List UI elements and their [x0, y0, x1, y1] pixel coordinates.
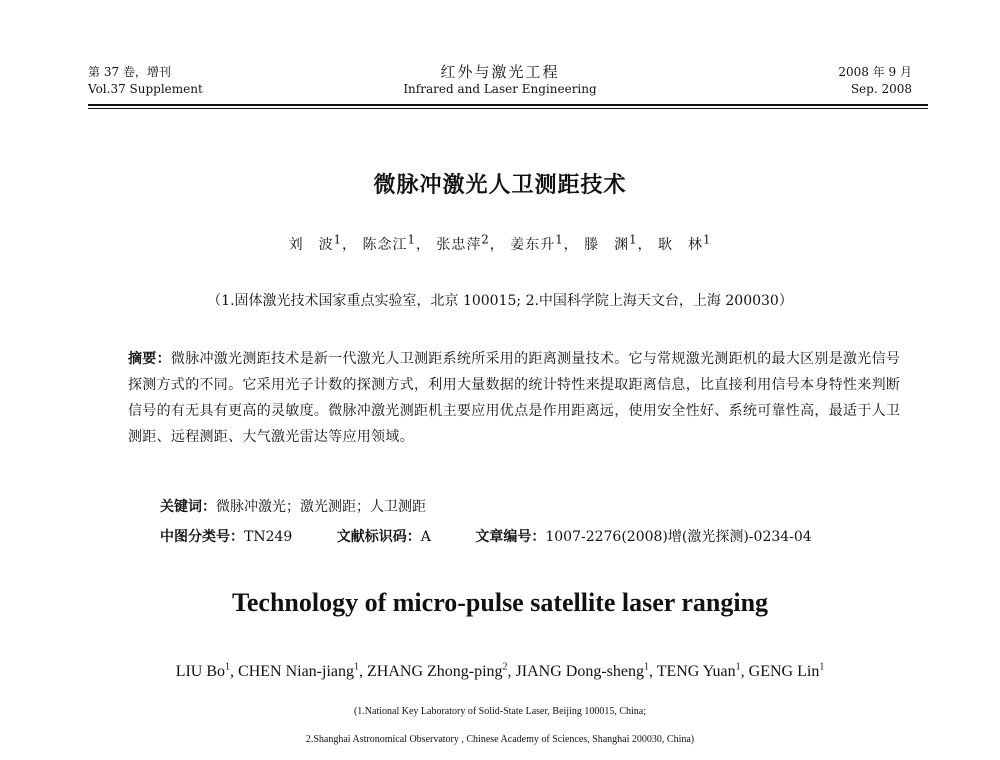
abstract-cn: [128, 346, 904, 450]
author-cn: 刘 波$^1$，: [288, 232, 358, 253]
article-number: 文章编号：1007-2276(2008)增(激光探测)-0234-04: [475, 529, 812, 545]
author-en: TENG Yuan$^1$,: [656, 662, 749, 681]
date-en: Sep. 2008: [850, 82, 912, 96]
keywords-text: 微脉冲激光；激光测距；人卫测距: [216, 499, 426, 515]
author-list-cn: [0, 232, 1000, 254]
affiliation-en-1: (1.National Key Laboratory of Solid-State Laser, Beijing 100015, China;: [353, 706, 647, 717]
author-cn: 陈念江$^1$，: [362, 232, 431, 253]
journal-cn: 红外与激光工程: [440, 63, 560, 81]
affiliation-cn: （1.固体激光技术国家重点实验室，北京 100015; 2.中国科学院上海天文台，上海 200030）: [207, 293, 793, 309]
header-date: [838, 64, 912, 98]
author-en: CHEN Nian-jiang$^1$,: [238, 662, 367, 681]
author-en: ZHANG Zhong-ping$^2$,: [367, 662, 516, 681]
header-rule-thin: [88, 108, 928, 109]
volume-cn: 第 37 卷，增刊: [88, 65, 171, 79]
author-cn: 张忠萍$^2$，: [436, 232, 505, 253]
keywords-cn: [160, 496, 426, 516]
header-rule-thick: [88, 104, 928, 106]
clc-number: 中图分类号：TN249: [160, 529, 293, 545]
paper-title-en: Technology of micro-pulse satellite laser ranging: [231, 588, 769, 617]
author-en: LIU Bo$^1$,: [175, 662, 239, 681]
journal-en: Infrared and Laser Engineering: [403, 82, 597, 96]
document-code: 文献标识码：A: [336, 529, 431, 545]
abstract-text: 微脉冲激光测距技术是新一代激光人卫测距系统所采用的距离测量技术。它与常规激光测距机的最大区别是激光信号探测方式的不同。它采用光子计数的探测方式，利用大量数据的统计特性来提取距离信息，比直接利用信号本身特性来判断信号的有无具有更高的灵敏度。微脉冲激光测距机主要应用优点是作用距离远，使用安全性好、系统可靠性高，最适于人卫测距、远程测距、大气激光雷达等应用领域。: [128, 351, 901, 445]
author-list-en: [0, 662, 1000, 681]
date-cn: 2008 年 9 月: [838, 65, 912, 79]
author-en: GENG Lin$^1$: [748, 662, 825, 681]
paper-title-cn: 微脉冲激光人卫测距技术: [373, 173, 627, 198]
author-cn: 耿 林$^1$: [657, 232, 712, 253]
author-cn: 滕 渊$^1$，: [584, 232, 653, 253]
keywords-label: 关键词：: [160, 499, 216, 515]
volume-en: Vol.37 Supplement: [88, 82, 203, 96]
affiliation-en-2: 2.Shanghai Astronomical Observatory , Chinese Academy of Sciences, Shanghai 200030, China): [305, 734, 695, 745]
classification-line: [160, 526, 900, 546]
author-cn: 姜东升$^1$，: [510, 232, 579, 253]
abstract-label: 摘要：: [128, 351, 171, 367]
author-en: JIANG Dong-sheng$^1$,: [515, 662, 657, 681]
